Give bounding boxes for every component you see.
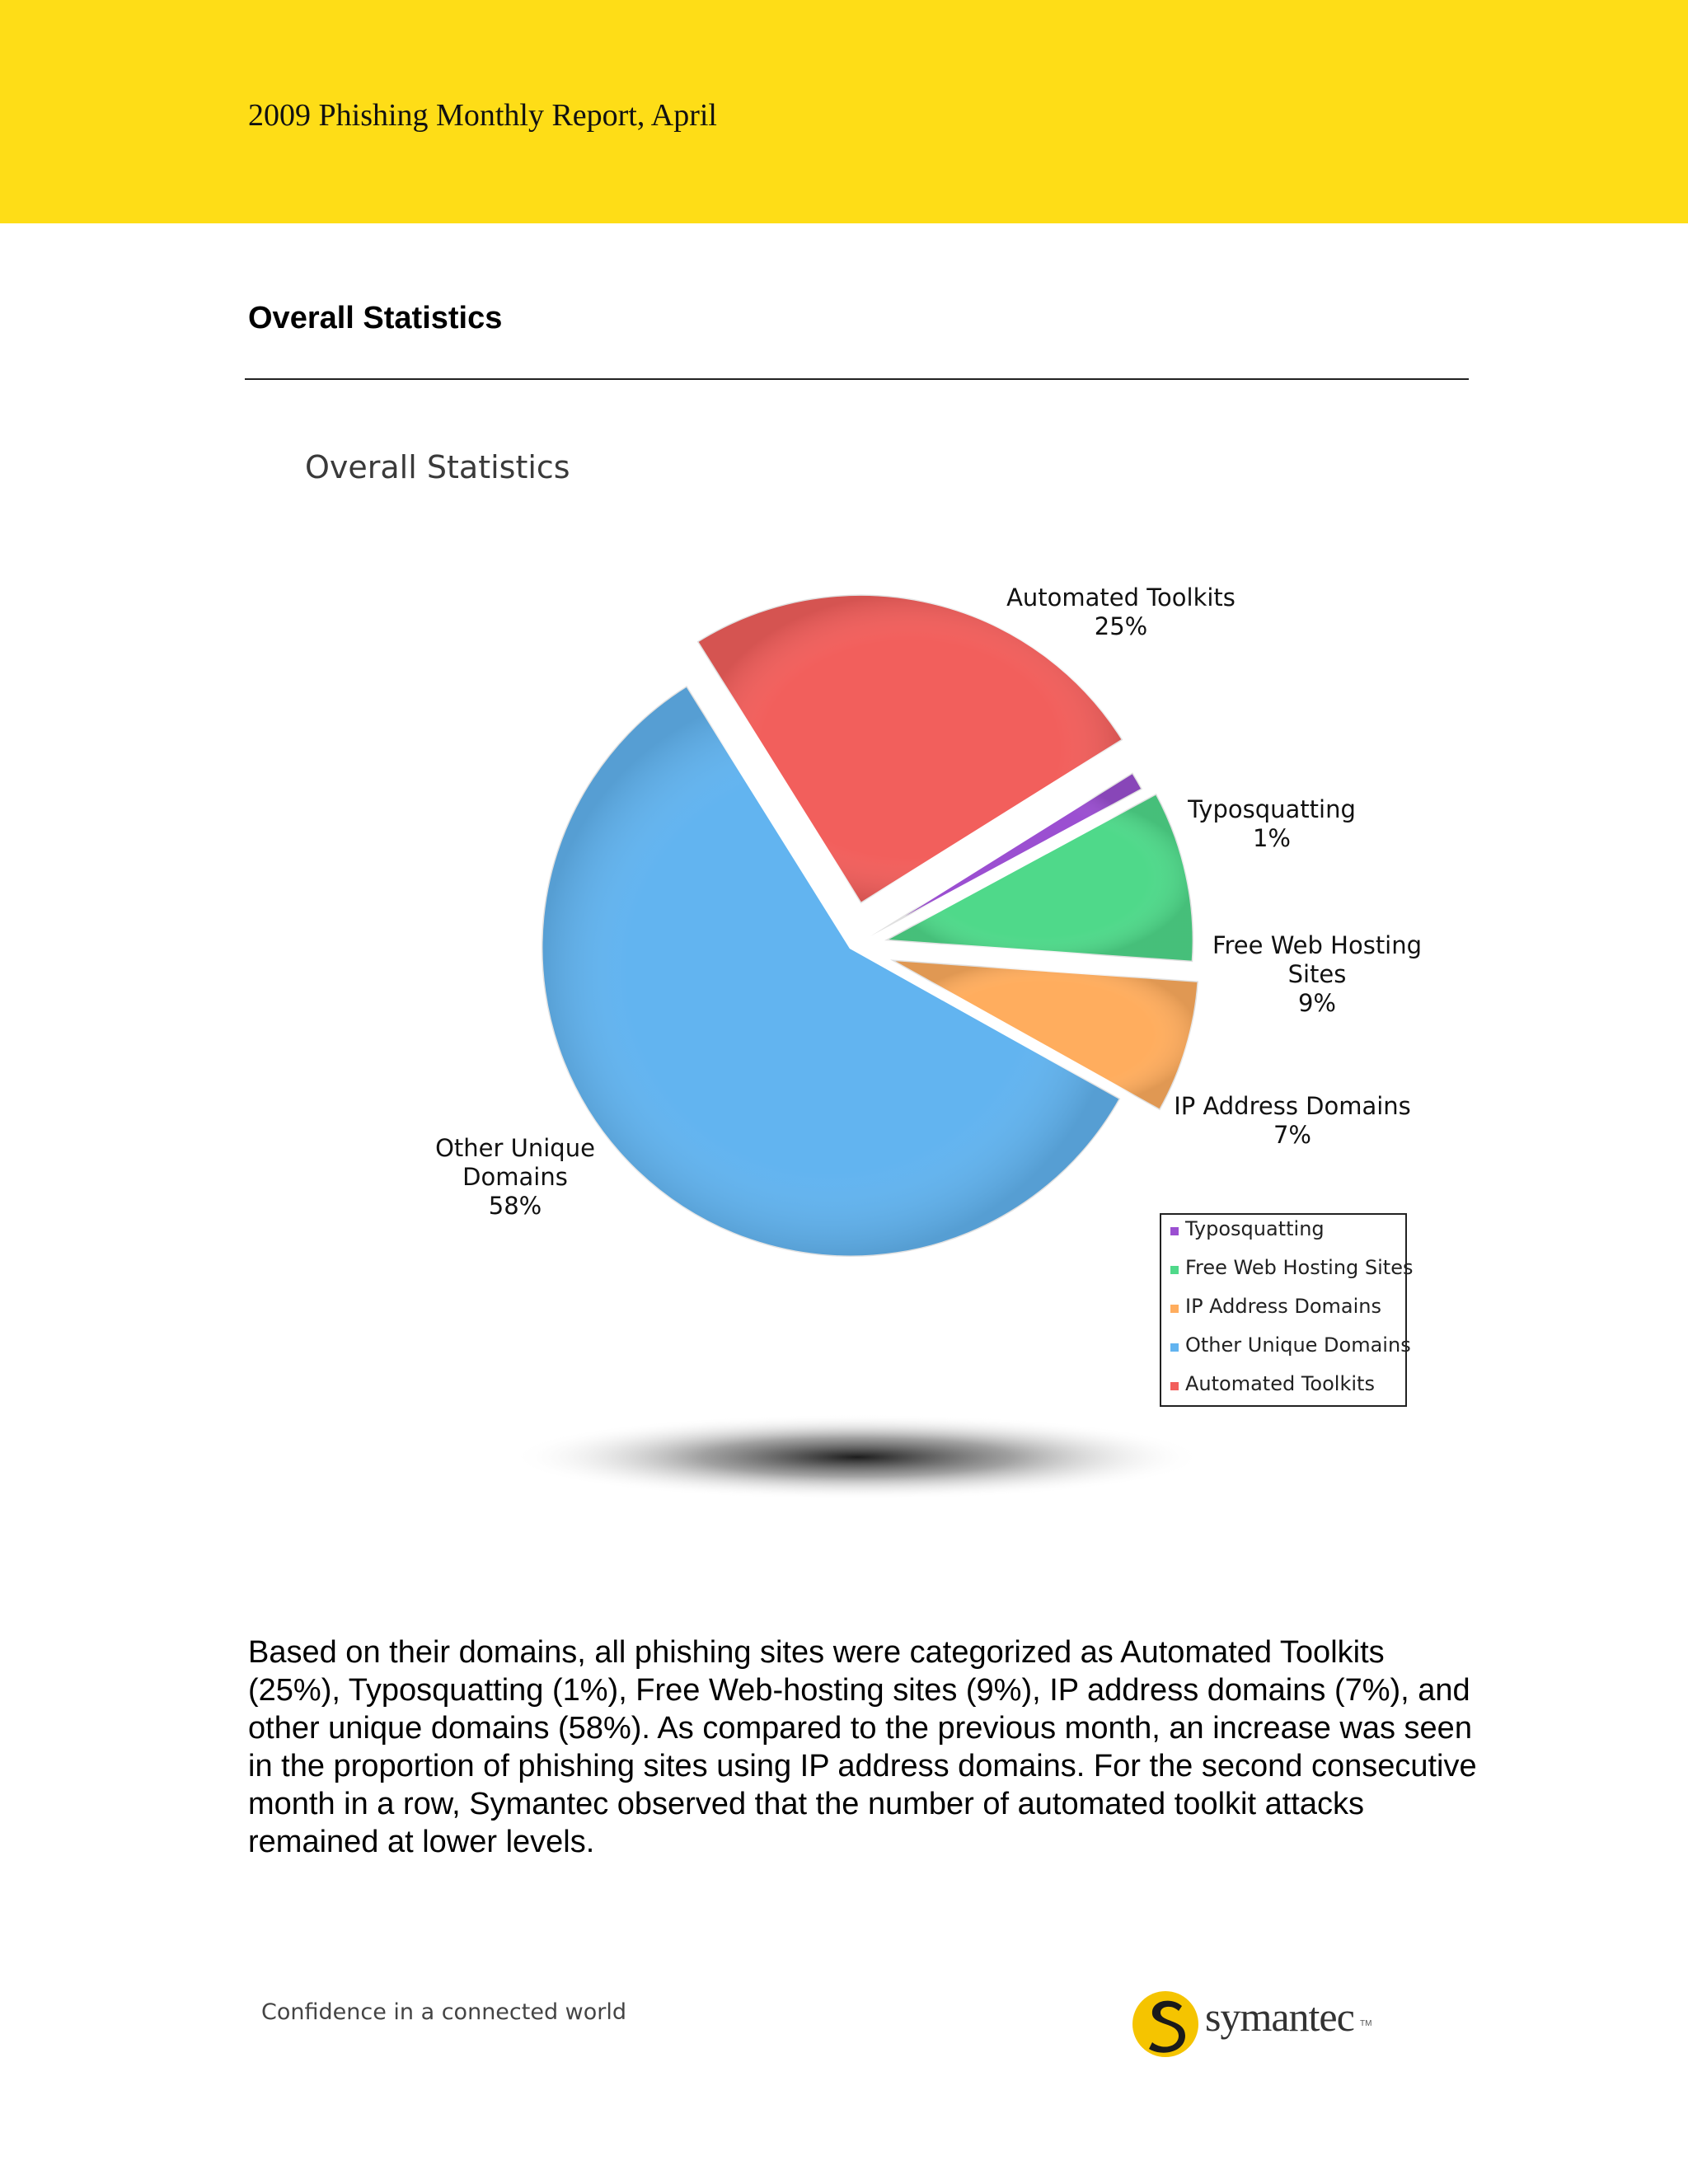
chart-title: Overall Statistics [305,449,570,485]
legend-swatch [1170,1227,1179,1235]
symantec-logo [1131,1986,1378,2060]
slice-label: 1% [1252,824,1292,852]
slice-label: Domains [462,1163,568,1191]
footer-tagline: Confidence in a connected world [261,1999,627,2025]
slice-label: Free Web Hosting [1212,931,1423,959]
section-heading: Overall Statistics [248,301,503,335]
legend-swatch [1170,1266,1179,1274]
pie-slices [542,594,1198,1257]
slice-label: 58% [488,1192,542,1220]
slice-label: IP Address Domains [1174,1092,1411,1120]
slice-label: Other Unique [435,1134,595,1162]
legend-swatch [1170,1343,1179,1352]
logo-mark-icon [1131,1990,1200,2059]
slice-label: 7% [1273,1121,1312,1149]
slice-label: 25% [1094,612,1148,640]
slice-label: Sites [1287,960,1347,988]
legend-item-label: IP Address Domains [1185,1295,1382,1318]
chart-floor-shadow [511,1414,1203,1500]
legend-item-label: Automated Toolkits [1185,1372,1375,1395]
body-paragraph: Based on their domains, all phishing sites were categorized as Automated Toolkits (25%), Typosquatting (1%), Free Web-hosting sites (9%), IP address domains (7%), and other unique domains (58%). As compared to the previous month, an increase was seen in the proportion of phishing sites using IP address domains. For the second consecutive month in a row, Symantec observed that the number of automated toolkit attacks remained at lower levels. [248,1635,1477,1859]
legend-item-label: Free Web Hosting Sites [1185,1256,1414,1279]
legend-swatch [1170,1382,1179,1390]
slice-label: Automated Toolkits [1006,583,1236,612]
chart-legend [1160,1214,1413,1406]
logo-wordmark: symantec [1205,1994,1354,2040]
slice-label: Typosquatting [1188,795,1356,823]
legend-item-label: Other Unique Domains [1185,1333,1411,1357]
logo-trademark: TM [1360,2019,1372,2028]
legend-swatch [1170,1305,1179,1313]
slice-label: 9% [1297,989,1337,1017]
legend-item-label: Typosquatting [1185,1217,1325,1240]
report-title: 2009 Phishing Monthly Report, April [248,98,717,133]
